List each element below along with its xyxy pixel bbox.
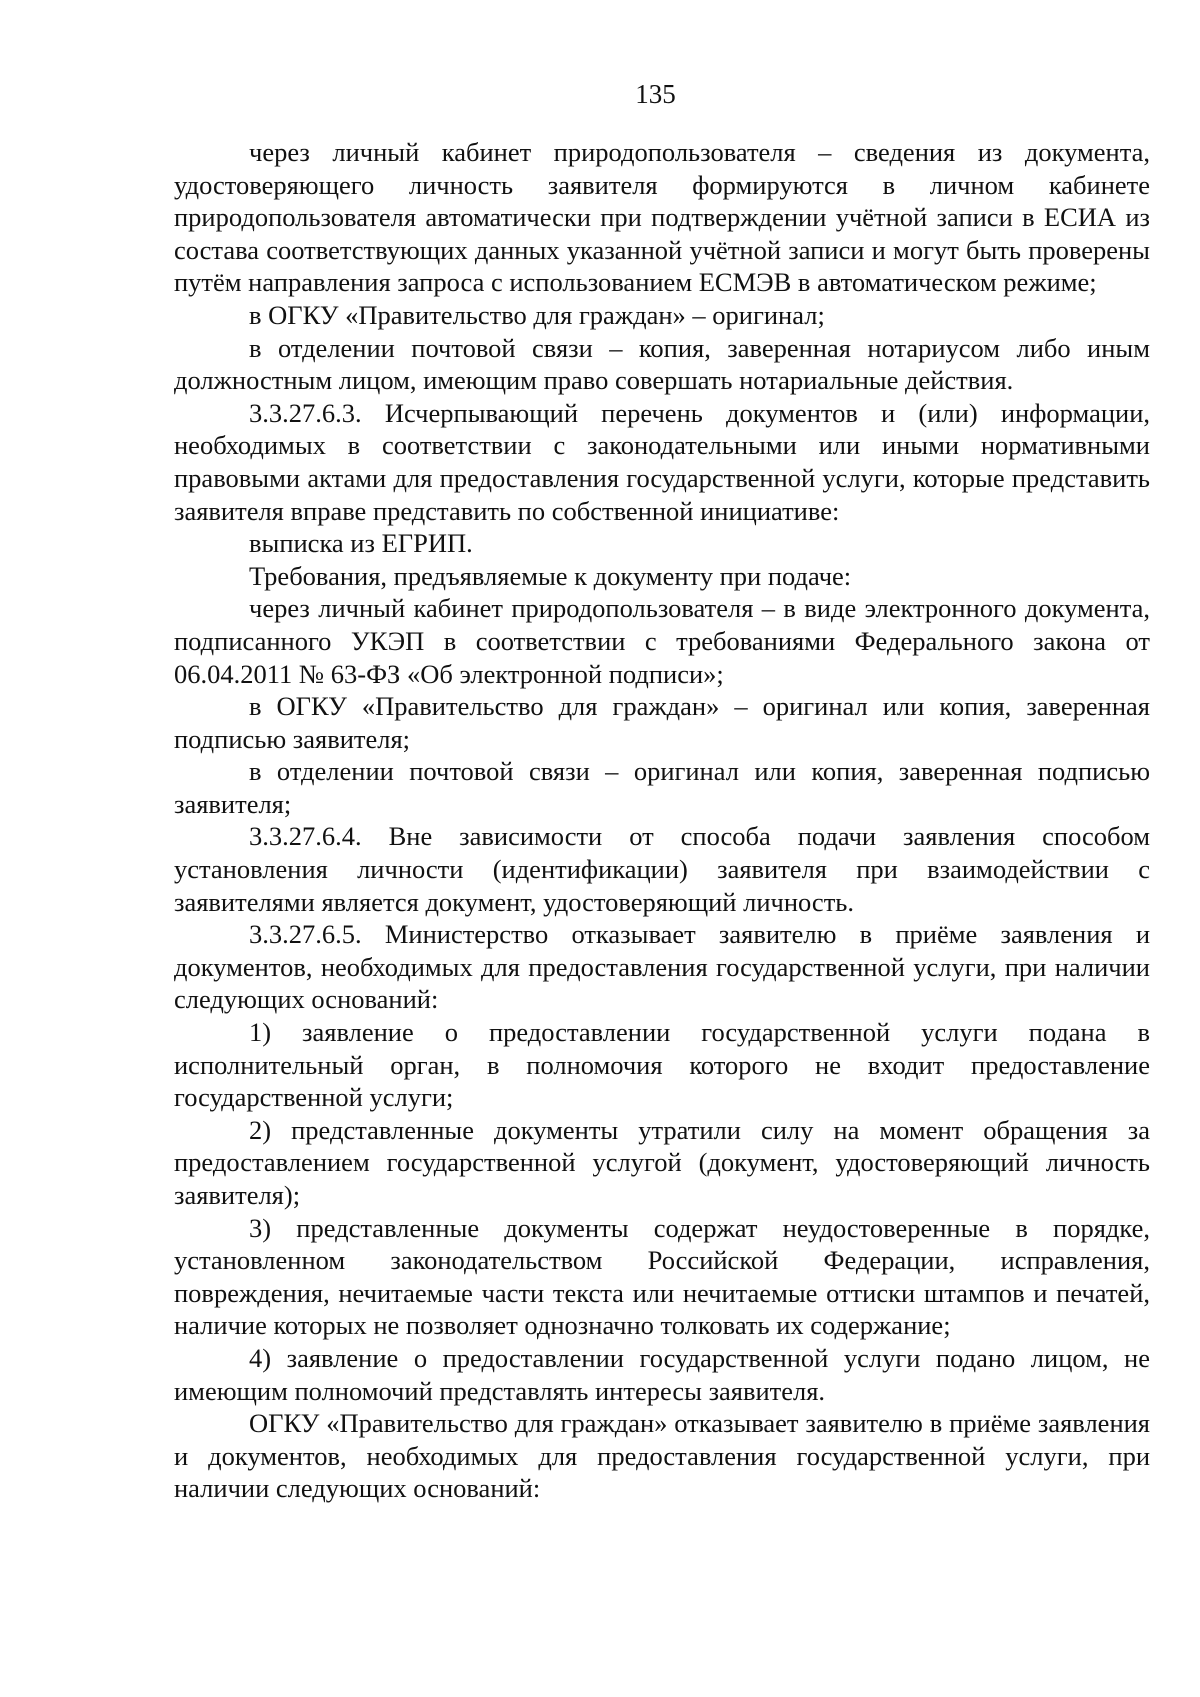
list-item: 1) заявление о предоставлении государственной услуги подана в исполнительный орган, в полномочия которого не входит предоставление государственной услуги; (174, 1017, 1150, 1113)
page-number: 135 (635, 79, 676, 109)
list-item: 2) представленные документы утратили силу на момент обращения за предоставлением государственной услугой (документ, удостоверяющий личность заявителя); (174, 1114, 1150, 1210)
paragraph: Требования, предъявляемые к документу при подаче: (249, 560, 852, 591)
document-body (174, 136, 1150, 1505)
paragraph: через личный кабинет природопользователя – в виде электронного документа, подписанного УКЭП в соответствии с требованиями Федерального закона от 06.04.2011 № 63-ФЗ «Об электронной подписи»; (174, 593, 1150, 689)
list-item: 4) заявление о предоставлении государственной услуги подано лицом, не имеющим полномочий представлять интересы заявителя. (174, 1342, 1150, 1406)
paragraph: ОГКУ «Правительство для граждан» отказывает заявителю в приёме заявления и документов, необходимых для предоставления государственной услуги, при наличии следующих оснований: (174, 1408, 1150, 1504)
list-item: 3) представленные документы содержат неудостоверенные в порядке, установленном законодательством Российской Федерации, исправления, повреждения, нечитаемые части текста или нечитаемые оттиски штампов и печатей, наличие которых не позволяет однозначно толковать их содержание; (174, 1212, 1150, 1341)
paragraph: 3.3.27.6.4. Вне зависимости от способа подачи заявления способом установления личности (идентификации) заявителя при взаимодействии с заявителями является документ, удостоверяющий личность. (174, 821, 1150, 917)
paragraph: в отделении почтовой связи – копия, заверенная нотариусом либо иным должностным лицом, имеющим право совершать нотариальные действия. (174, 332, 1150, 396)
paragraph: через личный кабинет природопользователя – сведения из документа, удостоверяющего личность заявителя формируются в личном кабинете природопользователя автоматически при подтверждении учётной записи в ЕСИА из состава соответствующих данных указанной учётной записи и могут быть проверены путём направления запроса с использованием ЕСМЭВ в автоматическом режиме; (174, 137, 1150, 298)
paragraph: в ОГКУ «Правительство для граждан» – оригинал или копия, заверенная подписью заявителя; (174, 691, 1150, 754)
paragraph: в ОГКУ «Правительство для граждан» – оригинал; (249, 299, 825, 330)
paragraph: в отделении почтовой связи – оригинал или копия, заверенная подписью заявителя; (174, 756, 1150, 819)
paragraph: выписка из ЕГРИП. (249, 528, 473, 559)
paragraph: 3.3.27.6.3. Исчерпывающий перечень документов и (или) информации, необходимых в соответствии с законодательными или иными нормативными правовыми актами для предоставления государственной услуги, которые представить заявителя вправе представить по собственной инициативе: (174, 397, 1150, 526)
paragraph: 3.3.27.6.5. Министерство отказывает заявителю в приёме заявления и документов, необходимых для предоставления государственной услуги, при наличии следующих оснований: (174, 919, 1150, 1015)
